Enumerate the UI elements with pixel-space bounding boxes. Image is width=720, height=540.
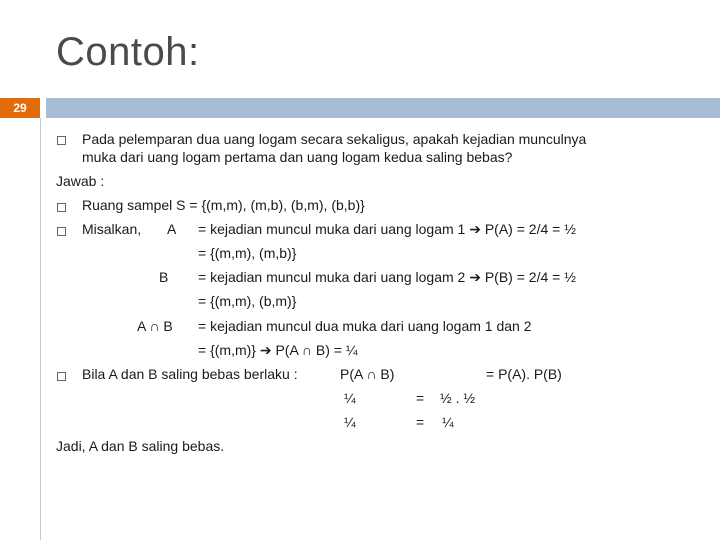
- header-bar: [46, 98, 720, 118]
- event-ab-definition: = kejadian muncul dua muka dari uang logam 1 dan 2: [198, 318, 532, 334]
- event-a-label: A: [167, 221, 177, 237]
- equation-1-left: P(A ∩ B): [340, 366, 395, 382]
- equation-2-left: ¼: [344, 390, 356, 406]
- slide-number-badge: 29: [0, 98, 40, 118]
- event-a-definition: = kejadian muncul muka dari uang logam 1 ➔ P(A) = 2/4 = ½: [198, 221, 576, 237]
- event-b-set: = {(m,m), (b,m)}: [198, 293, 297, 309]
- equation-2-right: ½ . ½: [440, 390, 476, 406]
- conclusion-text: Jadi, A dan B saling bebas.: [56, 438, 225, 454]
- question-line-2: muka dari uang logam pertama dan uang logam kedua saling bebas?: [82, 149, 513, 165]
- slide-title: Contoh:: [56, 30, 200, 74]
- bullet-sample-space: [57, 203, 66, 212]
- bullet-independence: [57, 372, 66, 381]
- event-ab-label: A ∩ B: [137, 318, 173, 334]
- answer-label: Jawab :: [56, 173, 105, 189]
- misalkan-label: Misalkan,: [82, 221, 142, 237]
- bullet-misalkan: [57, 227, 66, 236]
- equation-1-right: = P(A). P(B): [486, 366, 562, 382]
- equation-3-right: ¼: [442, 414, 454, 430]
- event-a-set: = {(m,m), (m,b)}: [198, 245, 297, 261]
- question-line-1: Pada pelemparan dua uang logam secara sekaligus, apakah kejadian munculnya: [82, 131, 587, 147]
- event-ab-set: = {(m,m)} ➔ P(A ∩ B) = ¼: [198, 342, 358, 358]
- sample-space-text: Ruang sampel S = {(m,m), (m,b), (b,m), (b,b)}: [82, 197, 365, 213]
- bullet-question: [57, 136, 66, 145]
- event-b-label: B: [159, 269, 169, 285]
- event-b-definition: = kejadian muncul muka dari uang logam 2 ➔ P(B) = 2/4 = ½: [198, 269, 576, 285]
- independence-text: Bila A dan B saling bebas berlaku :: [82, 366, 298, 382]
- equation-3-equals: =: [416, 414, 425, 430]
- equation-2-equals: =: [416, 390, 425, 406]
- left-divider-line: [40, 118, 41, 540]
- equation-3-left: ¼: [344, 414, 356, 430]
